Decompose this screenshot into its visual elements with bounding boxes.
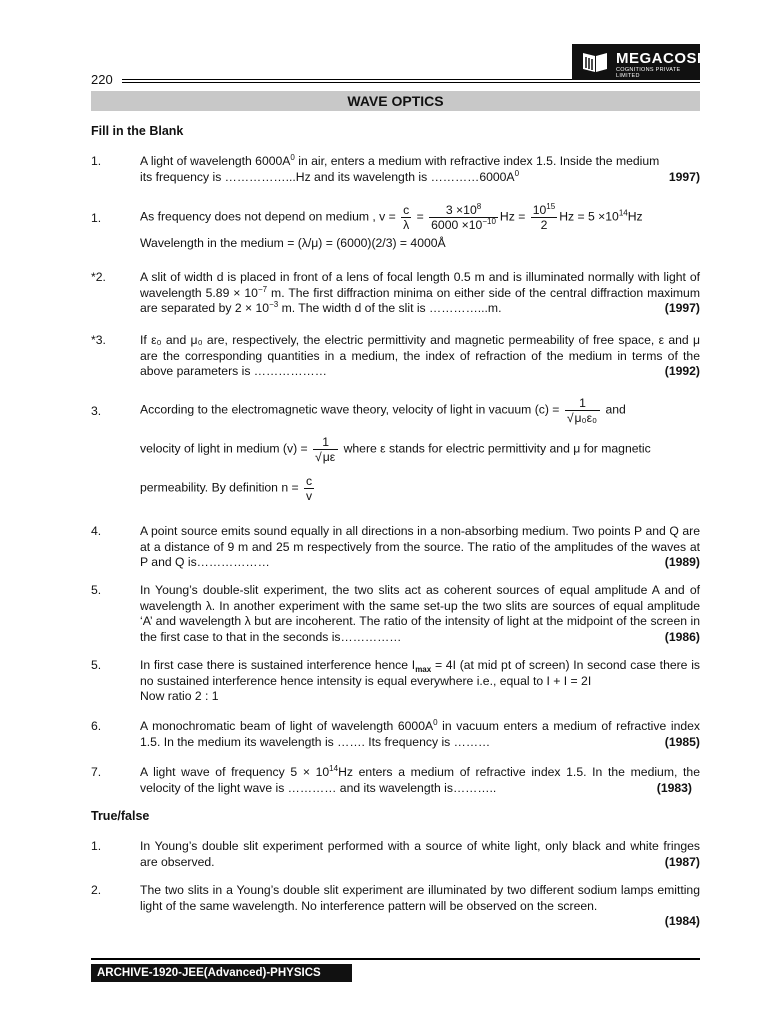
logo-subtitle: COGNITIONS PRIVATE LIMITED [616,67,681,79]
superscript: 0 [433,718,438,727]
year-tag: (1997) [664,301,700,315]
question-text: A point source emits sound equally in all directions in a non-absorbing medium. Two points P and Q are at a distance of 9 m and 25 m respectively from the source. The ratio of the amplitudes of the waves at P and Q is……………… [140,524,700,569]
question-number: 1. [91,154,102,168]
question-4 [91,524,700,571]
question-number: 4. [91,524,102,538]
fraction-c-over-v: $\frac{c}{v}$ [306,474,313,503]
header-rule-secondary [122,82,700,83]
answer-text: According to the electromagnetic wave theory, velocity of light in vacuum (c) = [140,402,560,417]
question-number: 5. [91,583,102,597]
year-tag: (1983) [656,780,692,795]
subscript: max [415,665,432,674]
question-1 [91,154,700,185]
superscript: −3 [269,300,279,309]
footer-label: ARCHIVE-1920-JEE(Advanced)-PHYSICS [91,964,352,982]
answer-line-3 [140,474,700,503]
year-tag: (1989) [664,555,700,569]
question-number: 2. [91,883,102,897]
question-text: The two slits in a Young’s double slit experiment are illuminated by two different sodium lamps emitting light of the same wavelength. No interference pattern will be observed on the screen. [140,883,700,913]
year-tag: (1987) [664,854,700,869]
question-text: its frequency is ……………...Hz and its wavelength is …………6000A [140,169,515,184]
answer-text: Hz = [499,209,526,224]
answer-text: = 4I (at mid pt of screen) In second case there is no sustained interference hence intensity is equal everywhere i.e., equal to I + I = 2I [140,658,700,688]
question-number: 6. [91,719,102,733]
question-2 [91,270,700,317]
fraction-vacuum-speed: $\frac{1}{\text{√μ₀ε₀}}$ [565,396,600,425]
answer-wavelength: Wavelength in the medium = (λ/μ) = (6000)(2/3) = 4000Å [140,236,446,250]
logo-name: MEGACOSM [616,50,710,67]
question-5 [91,583,700,645]
question-7 [91,765,700,796]
question-text: A light wave of frequency 5 × 10 [140,765,330,779]
question-text: Hz enters a medium of refractive index 1.5. In the medium, the velocity of the light wave is ………… and its wavelength is……….. [140,765,700,795]
answer-text: Hz [627,209,643,224]
equals-sign: = [416,209,424,224]
answer-number: 3. [91,404,102,418]
book-icon [580,50,610,74]
true-false-1 [91,839,700,870]
answer-5 [91,658,700,705]
question-text: In Young’s double slit experiment performed with a source of white light, only black and white fringes are observed. [140,839,700,869]
chapter-title: WAVE OPTICS [91,91,700,111]
question-text: m. The width d of the slit is …………...m. [278,301,502,315]
answer-text: where ε stands for electric permittivity and μ for magnetic [343,441,651,456]
question-text: in air, enters a medium with refractive index 1.5. Inside the medium [294,154,660,168]
publisher-logo [572,44,710,80]
question-6 [91,719,700,750]
question-text: in vacuum enters a medium of refractive index 1.5. In the medium its wavelength is ……. Its frequency is ……… [140,719,701,749]
superscript: 14 [618,208,628,218]
question-number: 7. [91,765,102,779]
answer-text: velocity of light in medium (v) = [140,441,308,456]
year-tag: (1985) [664,734,700,749]
fraction-c-over-lambda: $\frac{c}{\lambda}$ [403,203,410,232]
question-text: A light of wavelength 6000A [140,154,291,168]
section-heading-true-false: True/false [91,809,150,823]
superscript: 0 [290,153,295,162]
answer-text: As frequency does not depend on medium , v = [140,209,396,224]
question-text: A slit of width d is placed in front of a lens of focal length 0.5 m and is illuminated normally with light of wavelength 5.89 × 10 [140,270,700,300]
year-tag: (1992) [664,364,700,378]
question-text: If ε₀ and μ₀ are, respectively, the electric permittivity and magnetic permeability of free space, ε and μ are the corresponding quantities in a medium, the index of refraction of the medium in terms of the above parameters is ……………… [140,333,700,378]
answer-line-1 [140,396,700,425]
answer-line-2 [140,435,700,464]
fraction-frequency: $\frac{10^{15}}{2}$ [532,202,556,232]
superscript: −7 [257,284,268,294]
question-number: 1. [91,839,102,853]
section-heading-fill: Fill in the Blank [91,124,184,138]
answer-text: and [605,402,626,417]
answer-3 [91,396,700,503]
superscript: 0 [514,168,520,178]
footer-rule [91,958,700,960]
year-tag: 1997) [668,169,700,184]
answer-number: 5. [91,658,102,672]
question-text: m. The first diffraction minima on either side of the central diffraction maximum are separated by 2 × 10 [140,285,700,315]
true-false-2 [91,883,700,930]
year-tag: (1984) [664,914,700,928]
superscript: 14 [329,764,339,773]
question-3 [91,333,700,380]
answer-text: Hz = 5 ×10 [559,209,619,224]
fraction-medium-speed: $\frac{1}{√\mu\varepsilon}$ [313,435,338,464]
answer-text: Now ratio 2 : 1 [140,689,219,703]
answer-text: permeability. By definition n = [140,480,299,495]
question-text: In Young’s double-slit experiment, the two slits act as coherent sources of equal amplitude A and of wavelength λ. In another experiment with the same set-up the two slits are sources of equal amplitude ‘A’ and wavelength λ but are incoherent. The ratio of the intensity of light at the midpoint of the screen in the first case to that in the seconds is…………… [140,583,700,644]
answer-number: 1. [91,211,102,225]
answer-text: In first case there is sustained interference hence I [140,658,416,672]
page-number: 220 [91,72,113,87]
fraction-speed-over-wavelength: $\frac{3 \times 10^8}{6000 \times 10^{-10}}$ [431,202,496,232]
question-text: A monochromatic beam of light of wavelength 6000A [140,719,434,733]
year-tag: (1986) [664,629,700,644]
question-number: *3. [91,333,106,347]
question-number: *2. [91,270,106,284]
answer-1 [91,203,700,251]
